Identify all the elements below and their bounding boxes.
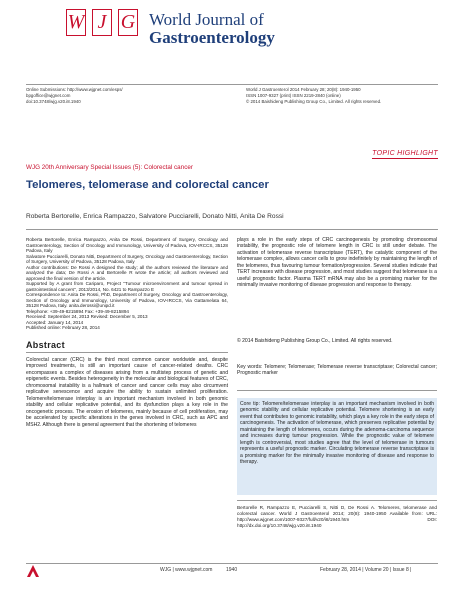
journal-name-line2: Gastroenterology bbox=[149, 28, 275, 47]
office-email[interactable]: bpgoffice@wjgnet.com bbox=[26, 93, 71, 98]
abstract-copyright: © 2014 Baishideng Publishing Group Co., Limited. All rights reserved. bbox=[237, 338, 393, 344]
affiliations-block bbox=[26, 237, 228, 331]
logo-letter-g: G bbox=[118, 9, 138, 36]
online-submissions: Online Submissions: http://www.wjgnet.com/esps/ bbox=[26, 87, 123, 92]
page-number: 1940 bbox=[226, 567, 238, 573]
author-list: Roberta Bertorelle, Enrica Rampazzo, Salvatore Pucciarelli, Donato Nitti, Anita De Rossi bbox=[26, 213, 284, 220]
supported-by: Supported by A grant from Cariparo, Project "Tumour microenvironment and tumour spread in gastrointestinal cancers", 2013/2014, No. 6421 to Rampazzo E bbox=[26, 281, 228, 292]
logo-letter-w: W bbox=[66, 9, 86, 36]
core-tip: Core tip: Telomere/telomerase interplay is an important mechanism involved in both genomic stability and cellular replicative potential. Telomere shortening is an early event that contributes to genomic instability, which plays a key role in the early steps of carcinogenesis. The activation of telomerase, which preserves replicative potential by maintaining the length of telomeres, occurs during the adenoma-carcinoma sequence and increases during tumour progression. While the prognostic value of telomere length is controversial, most studies agree that the level of telomerase in tumours represents a useful prognostic marker. Circulating telomerase reverse transcriptase is a promising marker for the minimally invasive monitoring of disease and response to therapy. bbox=[240, 401, 434, 466]
correspondence: Correspondence to: Anita De Rossi, PhD, Department of Surgery, Oncology and Gastroenterology, Section of Oncology and Immunology, University of Padova, IOV-IRCCS, Via Gattamelata 64, 35128 Padova, Italy. anita.derossi@unipd.it bbox=[26, 292, 228, 308]
accepted-date: Accepted: January 14, 2014 bbox=[26, 319, 84, 325]
citation: Bertorelle R, Rampazzo E, Pucciarelli S, Nitti D, De Rossi A. Telomeres, telomerase and colorectal cancer. World J Gastroenterol 2014; 20(8): 1940-1950 Available from: URL: http://www.wjgnet.com/1007-9327/full/v20/i8/1940.htm DOI: http://dx.doi.org/10.3748/wjg.v20.i8.1940 bbox=[237, 505, 437, 528]
article-title: Telomeres, telomerase and colorectal cancer bbox=[26, 179, 269, 191]
abstract-heading: Abstract bbox=[26, 340, 65, 350]
abstract-text: Colorectal cancer (CRC) is the third most common cancer worldwide and, despite improved treatments, is still an important cause of cancer-related deaths. CRC encompasses a complex of diseases arising from a multistep process of genetic and epigenetic events. Besides heterogeneity in the molecular and biological features of CRC, chromosomal instability is a hallmark of cancer and cancer cells may also circumvent replicative senescence and acquire the ability to sustain unlimited proliferation. Telomere/telomerase interplay is an important mechanism involved in both genomic stability and cellular replicative potential, and its dysfunction plays a key role in the oncogenetic process. The erosion of telomeres, mainly because of cell proliferation, may be accelerated by specific alterations in the genes involved in CRC, such as APC and MSH2. Although there is general agreement that the shortening of telomeres bbox=[26, 357, 228, 428]
special-issue: WJG 20th Anniversary Special Issues (5): Colorectal cancer bbox=[26, 164, 193, 171]
doi-line[interactable]: doi:10.3748/wjg.v20.i8.1940 bbox=[26, 99, 81, 104]
topic-highlight: TOPIC HIGHLIGHT bbox=[372, 150, 438, 157]
journal-citation: World J Gastroenterol 2014 February 28; 20(8): 1940-1950 bbox=[246, 87, 361, 92]
abstract-rule bbox=[26, 352, 228, 353]
journal-name-line1: World Journal of bbox=[149, 10, 264, 29]
issn-line: ISSN 1007-9327 (print) ISSN 2219-2840 (online) bbox=[246, 93, 341, 98]
authors-rule bbox=[26, 229, 438, 230]
header-copyright: © 2014 Baishideng Publishing Group Co., Limited. All rights reserved. bbox=[246, 99, 382, 104]
citation-rule bbox=[237, 500, 437, 501]
published-online: Published online: February 28, 2014 bbox=[26, 325, 100, 330]
telephone-fax: Telephone: +39-49-8215894 Fax: +39-49-8215894 bbox=[26, 308, 129, 314]
key-words: Key words: Telomere; Telomerase; Telomerase reverse transcriptase; Colorectal cancer; Prognostic marker bbox=[237, 364, 437, 377]
logo-letter-j: J bbox=[92, 9, 112, 36]
received-revised: Received: September 24, 2013 Revised: December 5, 2013 bbox=[26, 314, 148, 319]
footer-issue: February 28, 2014 | Volume 20 | Issue 8 | bbox=[320, 567, 412, 573]
abstract-continuation: plays a role in the early steps of CRC carcinogenesis by promoting chromosomal instability, the prognostic role of telomere length in CRC is still under debate. The activation of telomerase reverse transcriptase (TERT), the catalytic component of the telomerase complex, allows cancer cells to grow indefinitely by maintaining the length of the telomeres, thus favouring tumour formation/progression. Several studies indicate that TERT increases with disease progression, and most studies suggest that telomerase is a useful prognostic factor. Plasma TERT mRNA may also be a promising marker for the minimally invasive monitoring of disease progression and response to therapy. bbox=[237, 237, 437, 289]
header-rule bbox=[26, 84, 438, 85]
baishideng-logo-icon bbox=[26, 564, 40, 578]
keywords-rule bbox=[237, 390, 437, 391]
affiliation-1: Roberta Bertorelle, Enrica Rampazzo, Anita De Rossi, Department of Surgery, Oncology and Gastroenterology, Section of Oncology and Immunology, University of Padova, IOV-IRCCS, 35128 Padova, Italy bbox=[26, 237, 228, 253]
footer-rule bbox=[26, 563, 438, 564]
author-contributions: Author contributions: De Rossi A designed the study; all the authors reviewed the literature and analyzed the data; De Rossi A and Bertorelle R wrote the article; all authors reviewed and approved the final version of the article. bbox=[26, 264, 228, 281]
footer-journal[interactable]: WJG | www.wjgnet.com bbox=[160, 567, 213, 573]
affiliation-2: Salvatore Pucciarelli, Donato Nitti, Department of Surgery, Oncology and Gastroenterology, Section of Surgery, University of Padova, 35128 Padova, Italy bbox=[26, 253, 228, 264]
